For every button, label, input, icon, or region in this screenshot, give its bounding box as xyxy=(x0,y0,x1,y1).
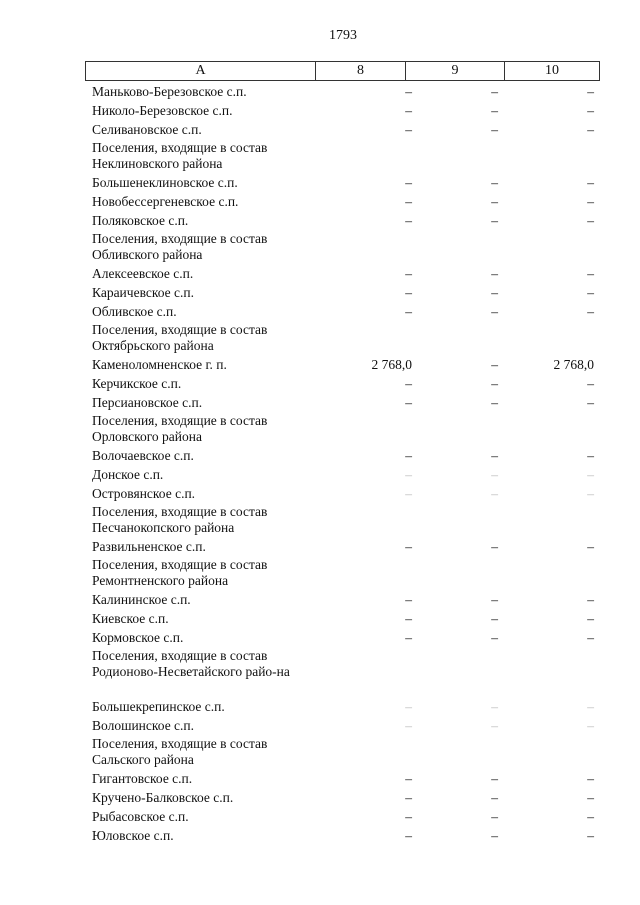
table-row xyxy=(85,808,600,827)
cell-col-10: – xyxy=(587,194,594,209)
settlement-name: Юловское с.п. xyxy=(92,828,174,843)
cell-col-9: – xyxy=(491,611,498,626)
cell-col-10: – xyxy=(587,790,594,805)
cell-col-10: – xyxy=(587,103,594,118)
column-header-10: 10 xyxy=(545,63,559,78)
table-body xyxy=(85,83,600,846)
cell-col-8: – xyxy=(405,304,412,319)
table-row xyxy=(85,193,600,212)
table-row xyxy=(85,770,600,789)
cell-col-8: – xyxy=(405,84,412,99)
settlement-name: Каменоломненское г. п. xyxy=(92,357,227,372)
district-heading-row xyxy=(85,648,600,698)
cell-col-9: – xyxy=(491,175,498,190)
cell-col-9: – xyxy=(491,699,498,714)
settlement-name: Донское с.п. xyxy=(92,467,164,482)
settlement-name: Островянское с.п. xyxy=(92,486,196,501)
cell-col-10: – xyxy=(587,771,594,786)
district-heading-row xyxy=(85,557,600,591)
table-row xyxy=(85,538,600,557)
cell-col-10: – xyxy=(587,266,594,281)
cell-col-8: – xyxy=(405,486,412,501)
cell-col-9: – xyxy=(491,630,498,645)
table-row xyxy=(85,375,600,394)
settlement-name: Развильненское с.п. xyxy=(92,539,206,554)
cell-col-8: – xyxy=(405,376,412,391)
settlement-name: Селивановское с.п. xyxy=(92,122,202,137)
cell-col-9: – xyxy=(491,266,498,281)
cell-col-10: – xyxy=(587,304,594,319)
cell-col-9: – xyxy=(491,718,498,733)
cell-col-10: – xyxy=(587,175,594,190)
cell-col-10: – xyxy=(587,718,594,733)
cell-col-8: – xyxy=(405,467,412,482)
cell-col-9: – xyxy=(491,592,498,607)
district-heading: Поселения, входящие в состав Песчанокопского района xyxy=(92,504,268,535)
cell-col-9: – xyxy=(491,194,498,209)
cell-col-10: – xyxy=(587,699,594,714)
table-row xyxy=(85,265,600,284)
cell-col-8: 2 768,0 xyxy=(371,357,412,372)
cell-col-9: – xyxy=(491,84,498,99)
cell-col-10: 2 768,0 xyxy=(553,357,594,372)
cell-col-8: – xyxy=(405,103,412,118)
settlement-name: Маньково-Березовское с.п. xyxy=(92,84,247,99)
settlement-name: Кормовское с.п. xyxy=(92,630,184,645)
district-heading: Поселения, входящие в состав Ремонтненского района xyxy=(92,557,268,588)
cell-col-10: – xyxy=(587,376,594,391)
cell-col-8: – xyxy=(405,630,412,645)
cell-col-8: – xyxy=(405,266,412,281)
cell-col-8: – xyxy=(405,828,412,843)
cell-col-8: – xyxy=(405,718,412,733)
settlement-name: Киевское с.п. xyxy=(92,611,169,626)
cell-col-9: – xyxy=(491,376,498,391)
table-row xyxy=(85,591,600,610)
table-row xyxy=(85,698,600,717)
district-heading: Поселения, входящие в состав Октябрьского района xyxy=(92,322,268,353)
settlement-name: Большенеклиновское с.п. xyxy=(92,175,238,190)
cell-col-10: – xyxy=(587,486,594,501)
settlement-name: Новобессергеневское с.п. xyxy=(92,194,239,209)
cell-col-9: – xyxy=(491,122,498,137)
table-row xyxy=(85,356,600,375)
cell-col-8: – xyxy=(405,539,412,554)
settlement-name: Поляковское с.п. xyxy=(92,213,189,228)
cell-col-8: – xyxy=(405,448,412,463)
cell-col-9: – xyxy=(491,828,498,843)
cell-col-10: – xyxy=(587,213,594,228)
settlement-name: Персиановское с.п. xyxy=(92,395,203,410)
district-heading-row xyxy=(85,413,600,447)
table-row xyxy=(85,303,600,322)
settlement-name: Волочаевское с.п. xyxy=(92,448,194,463)
cell-col-9: – xyxy=(491,304,498,319)
column-header-8: 8 xyxy=(316,62,406,80)
district-heading-row xyxy=(85,736,600,770)
cell-col-9: – xyxy=(491,467,498,482)
cell-col-10: – xyxy=(587,611,594,626)
cell-col-10: – xyxy=(587,448,594,463)
table-row xyxy=(85,174,600,193)
table-row xyxy=(85,827,600,846)
district-heading: Поселения, входящие в состав Орловского района xyxy=(92,413,268,444)
cell-col-10: – xyxy=(587,630,594,645)
settlement-name: Гигантовское с.п. xyxy=(92,771,193,786)
table-row xyxy=(85,610,600,629)
table-row xyxy=(85,121,600,140)
table-row xyxy=(85,284,600,303)
district-heading: Поселения, входящие в состав Родионово-Несветайского райо-на xyxy=(92,648,290,679)
table-row xyxy=(85,789,600,808)
cell-col-9: – xyxy=(491,103,498,118)
cell-col-8: – xyxy=(405,809,412,824)
cell-col-9: – xyxy=(491,213,498,228)
cell-col-8: – xyxy=(405,611,412,626)
cell-col-8: – xyxy=(405,771,412,786)
cell-col-10: – xyxy=(587,592,594,607)
settlement-name: Рыбасовское с.п. xyxy=(92,809,189,824)
cell-col-10: – xyxy=(587,539,594,554)
district-heading-row xyxy=(85,140,600,174)
table-row xyxy=(85,717,600,736)
settlement-name: Кручено-Балковское с.п. xyxy=(92,790,234,805)
settlement-name: Караичевское с.п. xyxy=(92,285,194,300)
district-heading: Поселения, входящие в состав Сальского района xyxy=(92,736,268,767)
cell-col-10: – xyxy=(587,395,594,410)
cell-col-9: – xyxy=(491,539,498,554)
district-heading-row xyxy=(85,504,600,538)
cell-col-9: – xyxy=(491,486,498,501)
page-number: 1793 xyxy=(329,28,357,43)
cell-col-8: – xyxy=(405,213,412,228)
cell-col-10: – xyxy=(587,809,594,824)
cell-col-8: – xyxy=(405,175,412,190)
settlement-name: Алексеевское с.п. xyxy=(92,266,194,281)
district-heading-row xyxy=(85,231,600,265)
table-row xyxy=(85,485,600,504)
cell-col-9: – xyxy=(491,395,498,410)
cell-col-8: – xyxy=(405,285,412,300)
district-heading: Поселения, входящие в состав Неклиновского района xyxy=(92,140,268,171)
column-header-a: А xyxy=(86,62,316,80)
settlement-name: Николо-Березовское с.п. xyxy=(92,103,233,118)
table-row xyxy=(85,102,600,121)
cell-col-8: – xyxy=(405,395,412,410)
cell-col-10: – xyxy=(587,122,594,137)
cell-col-9: – xyxy=(491,448,498,463)
cell-col-8: – xyxy=(405,194,412,209)
table-row xyxy=(85,212,600,231)
cell-col-9: – xyxy=(491,790,498,805)
cell-col-8: – xyxy=(405,699,412,714)
table-header xyxy=(85,61,600,81)
cell-col-8: – xyxy=(405,592,412,607)
district-heading: Поселения, входящие в состав Обливского района xyxy=(92,231,268,262)
cell-col-9: – xyxy=(491,357,498,372)
table-row xyxy=(85,466,600,485)
table-row xyxy=(85,83,600,102)
district-heading-row xyxy=(85,322,600,356)
settlement-name: Обливское с.п. xyxy=(92,304,177,319)
cell-col-10: – xyxy=(587,285,594,300)
cell-col-9: – xyxy=(491,285,498,300)
settlement-name: Большекрепинское с.п. xyxy=(92,699,225,714)
cell-col-10: – xyxy=(587,828,594,843)
cell-col-10: – xyxy=(587,467,594,482)
column-header-9: 9 xyxy=(406,62,505,80)
table-row xyxy=(85,447,600,466)
cell-col-8: – xyxy=(405,790,412,805)
cell-col-10: – xyxy=(587,84,594,99)
cell-col-8: – xyxy=(405,122,412,137)
cell-col-9: – xyxy=(491,809,498,824)
settlement-name: Керчикское с.п. xyxy=(92,376,182,391)
table-row xyxy=(85,394,600,413)
settlement-name: Калининское с.п. xyxy=(92,592,191,607)
settlement-name: Волошинское с.п. xyxy=(92,718,195,733)
cell-col-9: – xyxy=(491,771,498,786)
table-row xyxy=(85,629,600,648)
